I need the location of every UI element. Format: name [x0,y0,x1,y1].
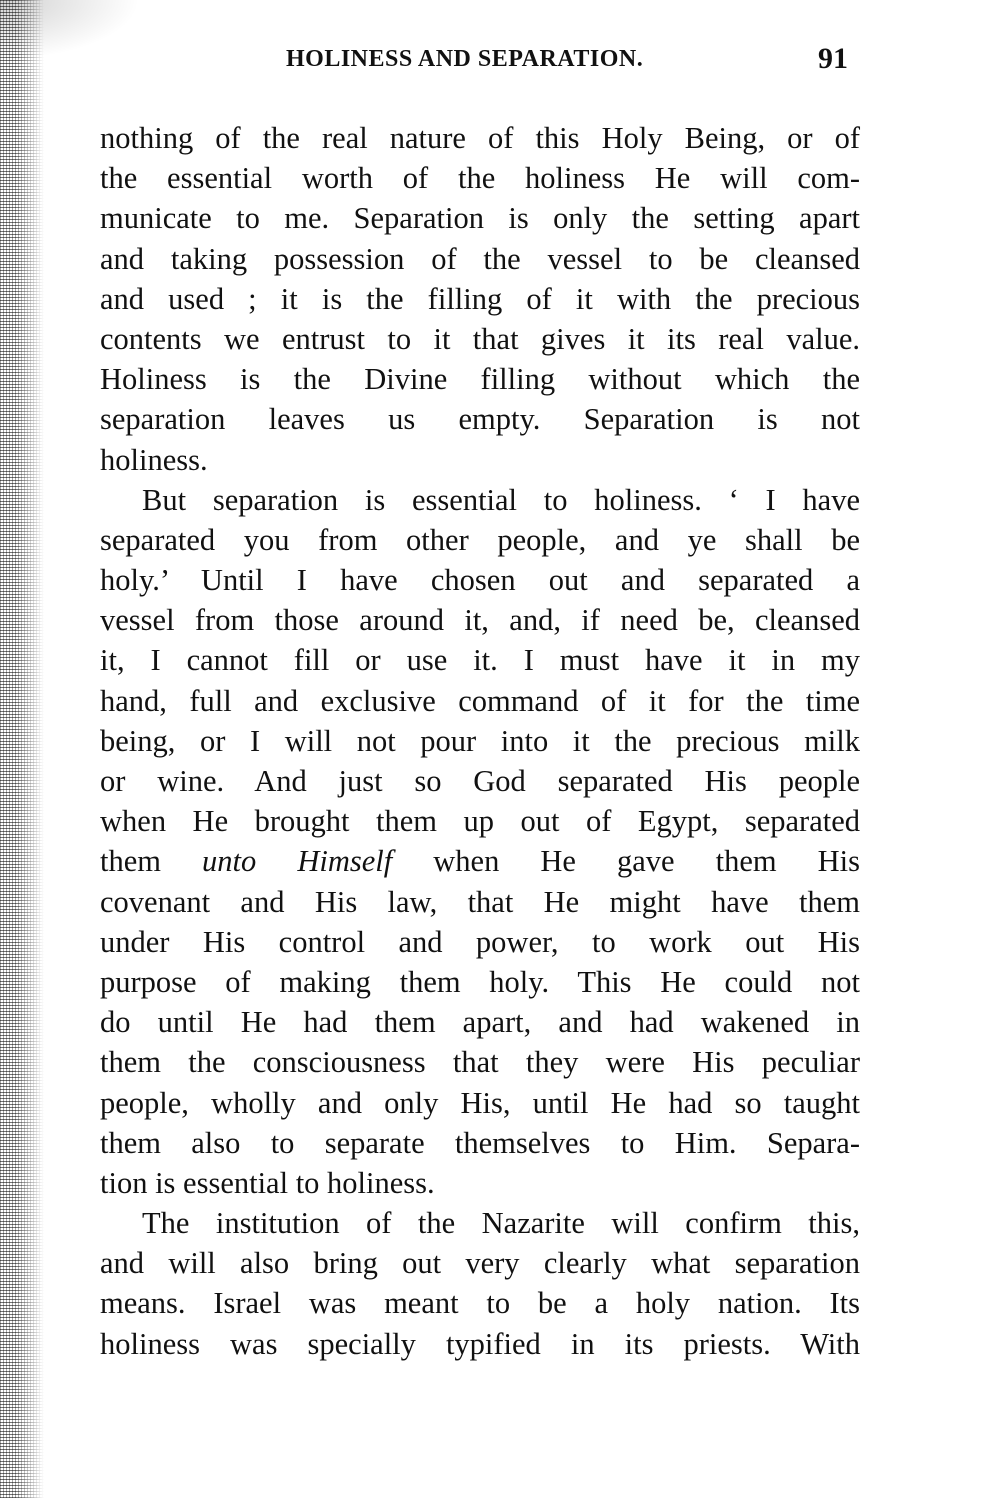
text-line: hand, full and exclusive command of it for the time [100,683,860,718]
paragraph-start-line: But separation is essential to holiness. ‘ I have [142,482,860,517]
text-line: contents we entrust to it that gives it its real value. [100,321,860,356]
text-line: and taking possession of the vessel to be cleansed [100,241,860,276]
running-head: HOLINESS AND SEPARATION. [286,46,644,72]
text-line: holy.’ Until I have chosen out and separated a [100,563,860,598]
text-line: or wine. And just so God separated His people [100,764,860,798]
text-line: separated you from other people, and ye shall be [100,522,860,557]
text-line: covenant and His law, that He might have them [100,884,860,919]
text-line: purpose of making them holy. This He could not [100,964,860,999]
text-line: vessel from those around it, and, if need be, cleansed [100,603,860,638]
text-line: and used ; it is the filling of it with the precious [100,281,860,316]
text-line: do until He had them apart, and had wakened in [100,1005,860,1040]
text-line: and will also bring out very clearly what separation [100,1246,860,1281]
page-number: 91 [818,42,848,75]
text-line: nothing of the real nature of this Holy Being, or of [100,121,860,155]
text-line-with-italic [100,841,860,881]
text-line: people, wholly and only His, until He had so taught [100,1085,860,1120]
text-line: holiness was specially typified in its priests. With [100,1326,860,1361]
text-line: separation leaves us empty. Separation is not [100,402,860,437]
text-line: Holiness is the Divine filling without which the [100,362,860,397]
text-line: municate to me. Separation is only the setting apart [100,201,860,236]
line-segment: them [100,844,161,879]
text-line: being, or I will not pour into it the precious milk [100,723,860,758]
text-line: means. Israel was meant to be a holy nation. Its [100,1286,860,1321]
body-text [100,118,860,1364]
text-line: them also to separate themselves to Him. Separa- [100,1125,860,1160]
line-segment: when He gave them His [433,844,860,879]
text-line: holiness. [100,442,208,477]
text-line: under His control and power, to work out His [100,924,860,959]
text-line: tion is essential to holiness. [100,1165,435,1200]
text-line: when He brought them up out of Egypt, separated [100,804,860,839]
corner-shading [0,0,140,60]
text-line: them the consciousness that they were His peculiar [100,1045,860,1080]
binding-gutter-shadow [0,0,44,1498]
paragraph-start-line: The institution of the Nazarite will confirm this, [142,1206,860,1241]
text-line: it, I cannot fill or use it. I must have it in my [100,643,860,678]
text-line: the essential worth of the holiness He will com- [100,161,860,196]
italic-phrase: unto Himself [202,844,393,879]
